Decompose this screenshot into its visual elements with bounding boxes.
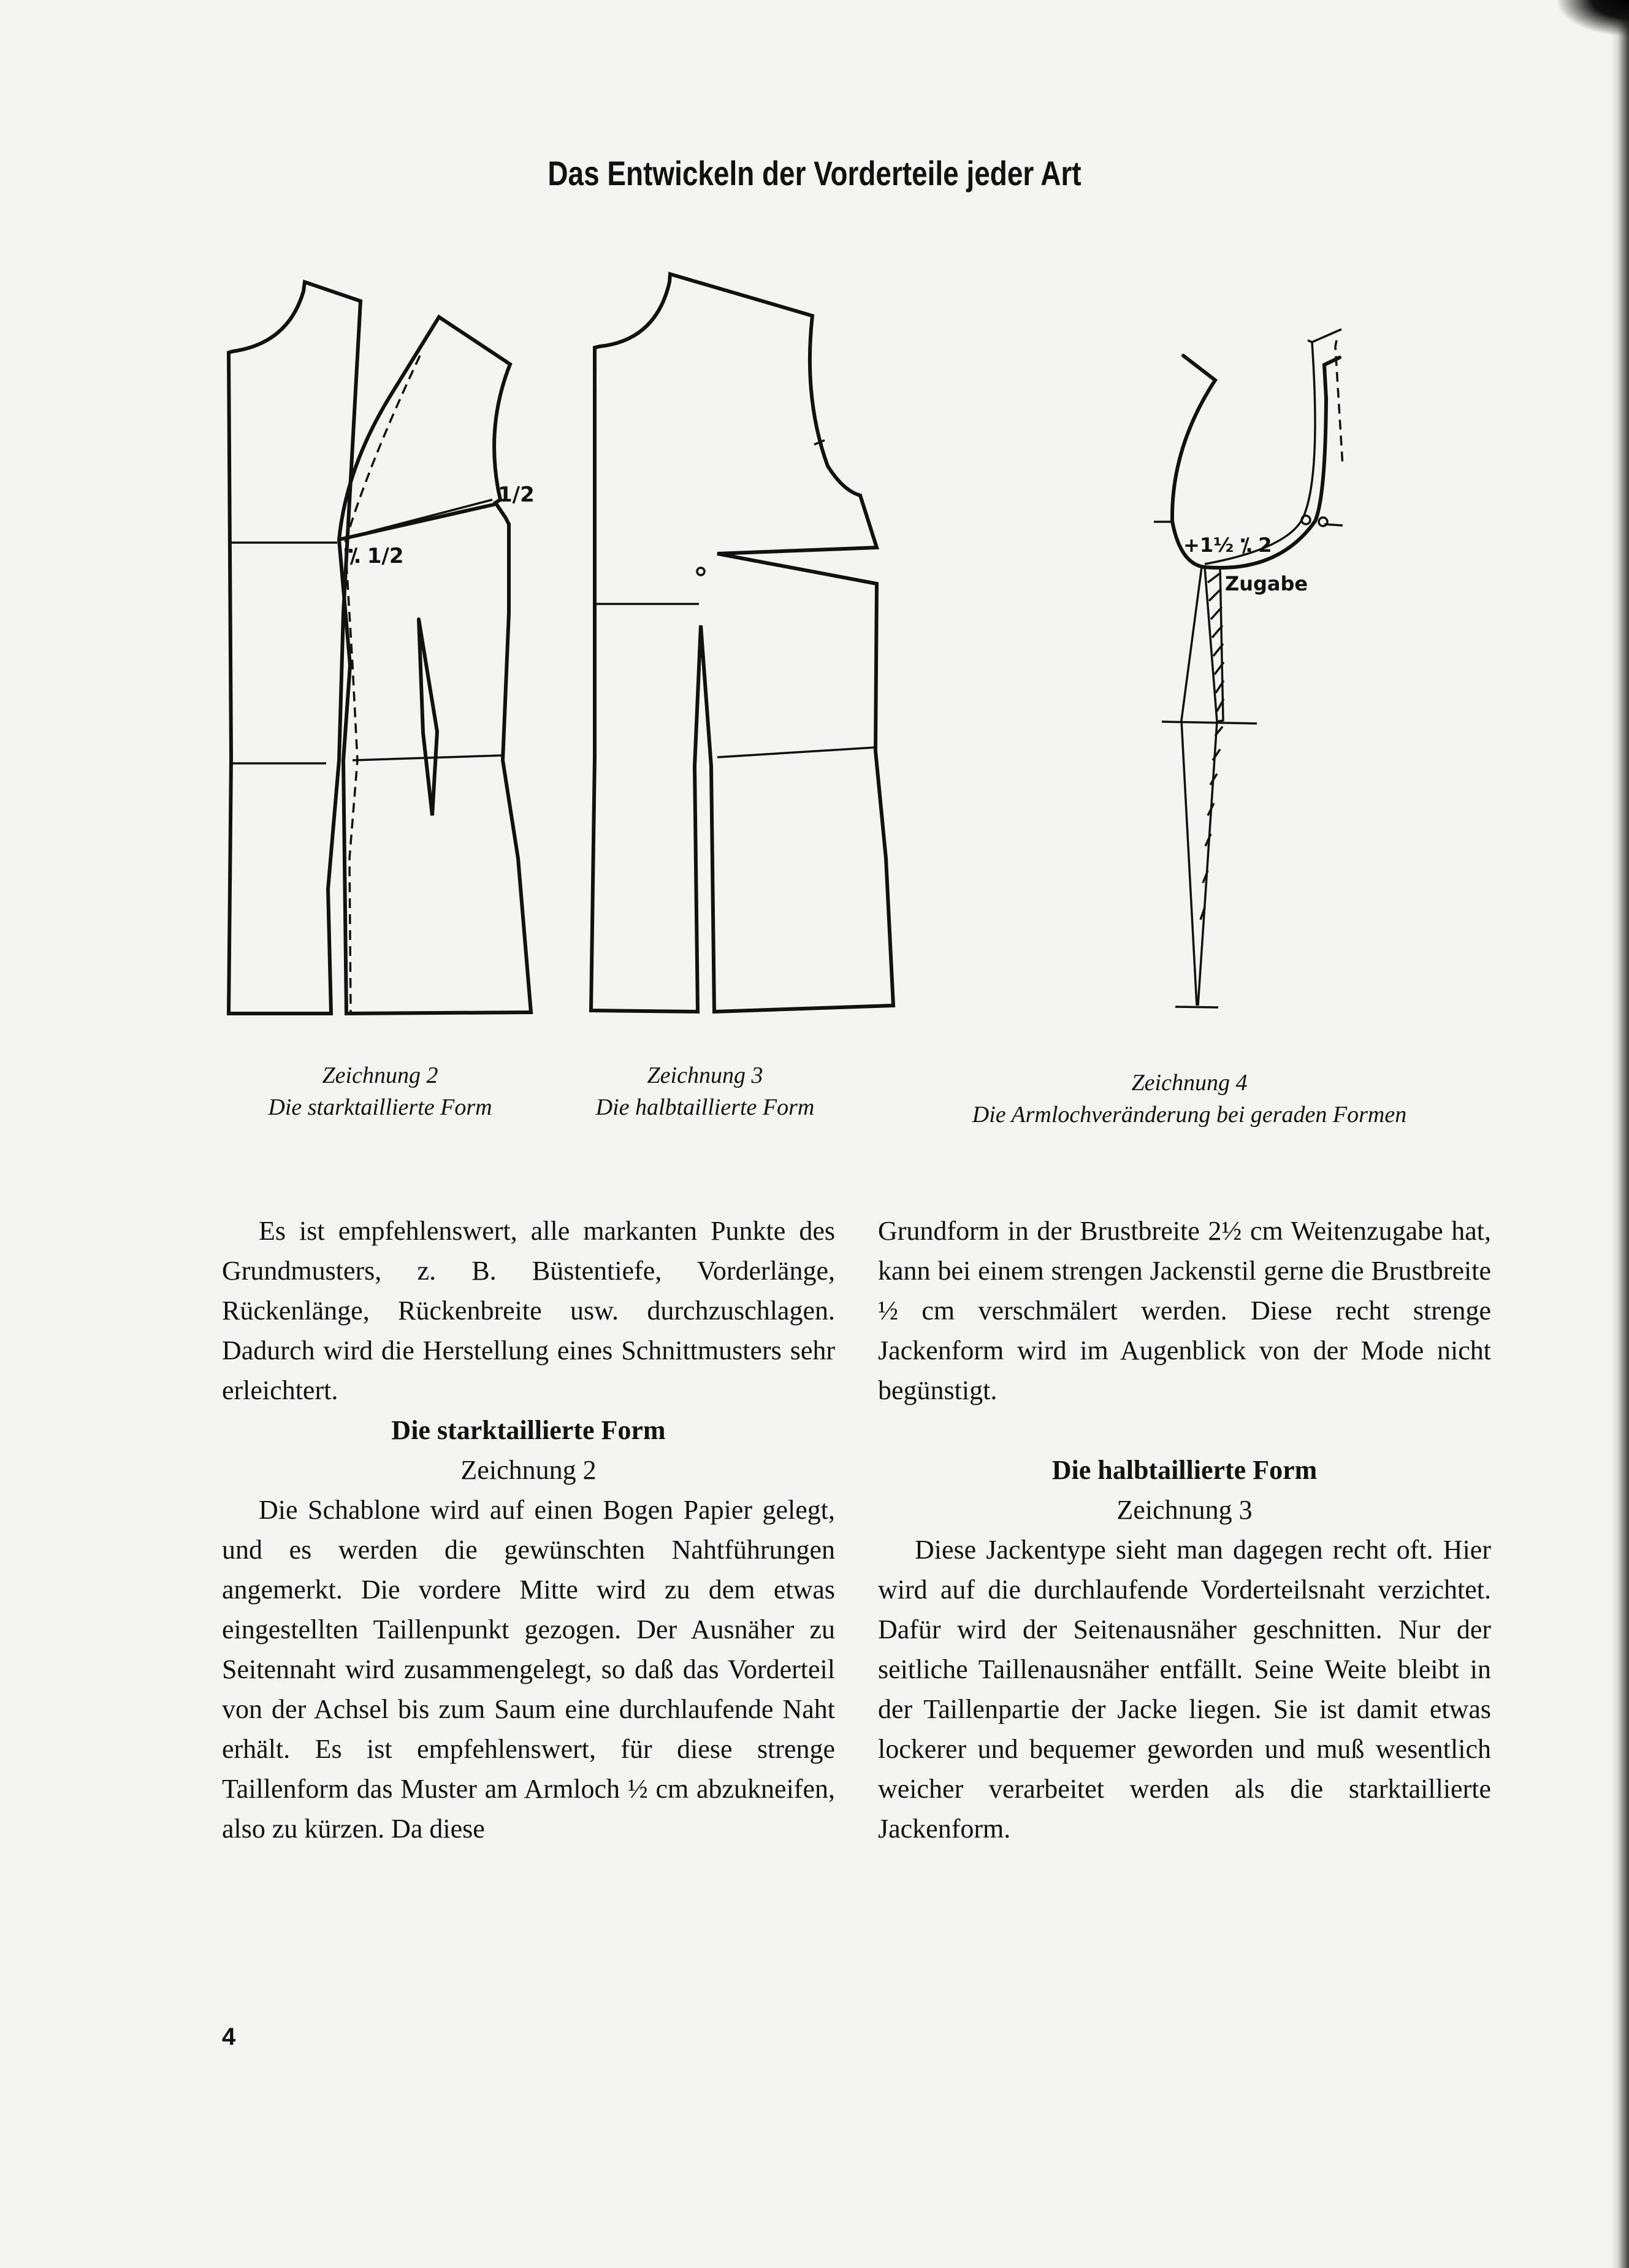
section-heading-starktailliert: Die starktaillierte Form	[391, 1415, 666, 1445]
z4-side-seam-left	[1181, 567, 1202, 1006]
z4-waist-line	[1162, 722, 1257, 724]
z4-zugabe-hatch	[1200, 567, 1224, 920]
caption-number: Zeichnung 4	[1131, 1070, 1248, 1096]
figure-zeichnung-4	[1154, 329, 1343, 1007]
z3-waistline	[717, 747, 876, 757]
z4-side-seam-right	[1198, 567, 1217, 1006]
caption-zeichnung-2	[221, 1060, 540, 1123]
z2-shoulder-dart-line	[339, 505, 494, 540]
z2-dart-hatch	[368, 500, 492, 532]
caption-zeichnung-4	[883, 1067, 1496, 1131]
z4-label-zugabe: Zugabe	[1225, 572, 1308, 595]
caption-zeichnung-3	[546, 1060, 864, 1123]
body-paragraph-starktailliert: Die Schablone wird auf einen Bogen Papier gelegt, und es werden die gewünschten Nahtführungen angemerkt. Die vordere Mitte wird zu dem etwas eingestellten Taillenpunkt gezogen. Der Ausnäher zu Seitennaht wird zusammengelegt, so daß das Vorderteil von der Achsel bis zum Saum eine durchlaufende Naht erhält. Es ist empfehlenswert, für diese strenge Taillenform das Muster am Armloch ½ cm abzukneifen, also zu kürzen. Da diese	[222, 1495, 835, 1844]
z4-point-2	[1319, 517, 1327, 526]
caption-title: Die starktaillierte Form	[268, 1094, 492, 1120]
caption-number: Zeichnung 2	[322, 1063, 438, 1088]
z2-waist-dart	[419, 619, 437, 815]
z2-seam-dashed	[345, 356, 420, 1012]
body-paragraph-halbtailliert: Diese Jackentype sieht man dagegen recht oft. Hier wird auf die durchlaufende Vorderteilsnaht verzichtet. Dafür wird der Seitenausnäher geschnitten. Nur der seitliche Taillenausnäher entfällt. Seine Weite bleibt in der Taillenpartie der Jacke liegen. Sie ist damit etwas lockerer und bequemer geworden und muß wesentlich weicher verarbeitet werden als die starktaillierte Jackenform.	[878, 1535, 1491, 1844]
pattern-diagrams	[0, 0, 1629, 1042]
figure-zeichnung-3	[591, 274, 893, 1012]
z2-left-panel	[229, 282, 361, 1014]
left-column	[222, 1211, 835, 1849]
page-number: 4	[222, 2023, 236, 2050]
z3-bust-point	[697, 568, 704, 575]
caption-number: Zeichnung 3	[647, 1063, 763, 1088]
caption-title: Die halbtaillierte Form	[595, 1094, 815, 1120]
continuation-paragraph: Grundform in der Brustbreite 2½ cm Weitenzugabe hat, kann bei einem strengen Jackenstil gerne die Brustbreite ½ cm verschmälert werden. Diese recht strenge Jackenform wird im Augenblick von der Mode nicht begünstigt.	[878, 1216, 1491, 1405]
z4-armhole-inner	[1205, 340, 1315, 564]
z2-right-panel	[339, 317, 531, 1014]
spacer	[878, 1410, 1491, 1450]
section-sub-zeichnung-3: Zeichnung 3	[1116, 1495, 1253, 1525]
right-column	[878, 1211, 1491, 1849]
z3-left-panel	[591, 274, 893, 1012]
z4-label-plus-minus: +1½ ⁒ 2	[1183, 533, 1272, 557]
z4-shoulder-top	[1312, 329, 1341, 342]
z2-label-minus-half: ⁒ 1/2	[348, 544, 404, 568]
page-title: Das Entwickeln der Vorderteile jeder Art	[547, 154, 1082, 193]
intro-paragraph: Es ist empfehlenswert, alle markanten Punkte des Grundmusters, z. B. Büstentiefe, Vorderlänge, Rückenlänge, Rückenbreite usw. durchzuschlagen. Dadurch wird die Herstellung eines Schnittmusters sehr erleichtert.	[222, 1216, 835, 1405]
z2-label-half: 1/2	[498, 483, 535, 507]
section-sub-zeichnung-2: Zeichnung 2	[460, 1455, 597, 1485]
section-heading-halbtailliert: Die halbtaillierte Form	[1051, 1455, 1318, 1485]
caption-title: Die Armlochveränderung bei geraden Formen	[972, 1102, 1407, 1128]
figure-zeichnung-2	[229, 282, 535, 1014]
